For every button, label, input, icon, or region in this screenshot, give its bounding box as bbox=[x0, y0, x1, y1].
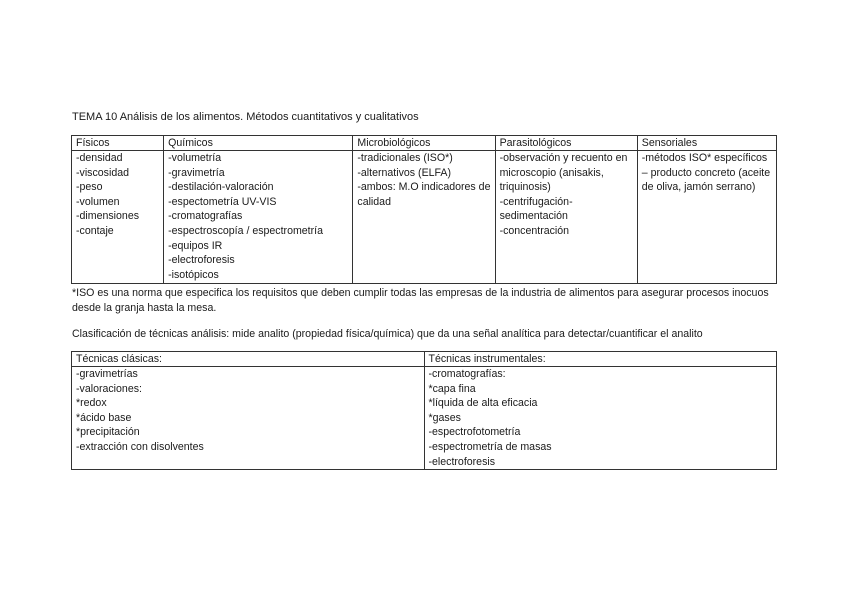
list-item: -concentración bbox=[499, 224, 570, 237]
list-item: -gravimetría bbox=[168, 166, 225, 179]
list-item: -volumetría bbox=[168, 152, 222, 164]
methods-table-row bbox=[72, 151, 777, 284]
quimicos-cell bbox=[164, 151, 353, 284]
list-item: *precipitación bbox=[76, 426, 140, 439]
list-item: -densidad bbox=[76, 152, 123, 164]
instrumentales-cell bbox=[424, 367, 777, 470]
page-title: TEMA 10 Análisis de los alimentos. Métodos cuantitativos y cualitativos bbox=[72, 111, 419, 123]
list-item: *capa fina bbox=[428, 382, 476, 395]
list-item: -electroforesis bbox=[168, 254, 235, 267]
list-item: -observación y recuento en microscopio (anisakis, triquinosis) bbox=[499, 152, 628, 194]
iso-footnote: *ISO es una norma que especifica los requisitos que deben cumplir todas las empresas de la industria de alimentos para asegurar procesos inocuos desde la granja hasta la mesa. bbox=[72, 287, 769, 314]
classification-heading: Clasificación de técnicas análisis: mide analito (propiedad física/química) que da una señal analítica para detectar/cuantificar el analito bbox=[72, 328, 703, 340]
list-item: -gravimetrías bbox=[76, 368, 138, 380]
list-item: -contaje bbox=[76, 224, 114, 237]
header-microbiologicos: Microbiológicos bbox=[353, 136, 495, 151]
list-item: -valoraciones: bbox=[76, 382, 142, 395]
list-item: -cromatografías bbox=[168, 210, 243, 223]
list-item: -destilación-valoración bbox=[168, 181, 274, 194]
list-item: -dimensiones bbox=[76, 210, 140, 223]
list-item: -tradicionales (ISO*) bbox=[357, 152, 453, 164]
list-item: -extracción con disolventes bbox=[76, 440, 204, 453]
microbiologicos-cell bbox=[353, 151, 495, 284]
techniques-table-row bbox=[72, 367, 777, 470]
techniques-table bbox=[71, 351, 777, 470]
list-item: -volumen bbox=[76, 195, 120, 208]
list-item: -espectometría UV-VIS bbox=[168, 195, 277, 208]
list-item: -electroforesis bbox=[428, 455, 496, 468]
list-item: -viscosidad bbox=[76, 166, 129, 179]
list-item: -alternativos (ELFA) bbox=[357, 166, 452, 179]
list-item: -espectrofotometría bbox=[428, 426, 521, 439]
sensoriales-cell bbox=[637, 151, 776, 284]
list-item: -métodos ISO* específicos – producto concreto (aceite de oliva, jamón serrano) bbox=[641, 152, 771, 194]
header-instrumentales: Técnicas instrumentales: bbox=[424, 352, 777, 367]
list-item: -cromatografías: bbox=[428, 368, 506, 380]
list-item: -isotópicos bbox=[168, 268, 219, 281]
header-clasicas: Técnicas clásicas: bbox=[72, 352, 425, 367]
list-item: -peso bbox=[76, 181, 103, 194]
list-item: -centrifugación-sedimentación bbox=[499, 195, 573, 223]
list-item: -equipos IR bbox=[168, 239, 223, 252]
clasicas-cell bbox=[72, 367, 425, 470]
list-item: *redox bbox=[76, 397, 107, 410]
header-fisicos: Físicos bbox=[72, 136, 164, 151]
fisicos-cell bbox=[72, 151, 164, 284]
techniques-table-header bbox=[72, 352, 777, 367]
parasitologicos-cell bbox=[495, 151, 637, 284]
methods-table bbox=[71, 135, 777, 284]
list-item: -espectrometría de masas bbox=[428, 440, 552, 453]
list-item: *gases bbox=[428, 411, 461, 424]
header-quimicos: Químicos bbox=[164, 136, 353, 151]
list-item: -ambos: M.O indicadores de calidad bbox=[357, 181, 491, 208]
methods-table-header bbox=[72, 136, 777, 151]
list-item: *líquida de alta eficacia bbox=[428, 397, 538, 410]
header-parasitologicos: Parasitológicos bbox=[495, 136, 637, 151]
list-item: *ácido base bbox=[76, 411, 132, 424]
header-sensoriales: Sensoriales bbox=[637, 136, 776, 151]
list-item: -espectroscopía / espectrometría bbox=[168, 224, 323, 237]
